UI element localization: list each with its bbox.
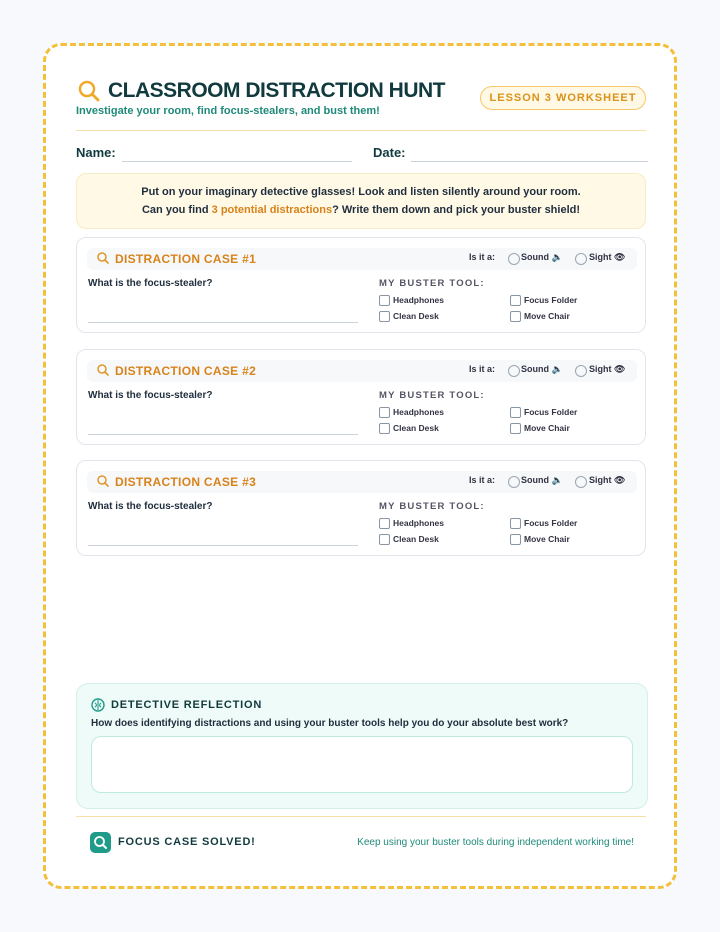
tool-label: Focus Folder [524, 295, 578, 305]
is-it-label: Is it a: [469, 252, 496, 262]
tool-title: MY BUSTER TOOL: [379, 501, 485, 512]
tool-title: MY BUSTER TOOL: [379, 278, 485, 289]
tool-checkbox-focus-folder[interactable] [510, 295, 521, 306]
question-label: What is the focus-stealer? [88, 390, 213, 401]
distraction-case-card [76, 460, 646, 556]
speaker-icon: 🔈 [551, 475, 563, 485]
magnifier-icon [97, 252, 109, 264]
tool-checkbox-headphones[interactable] [379, 407, 390, 418]
date-field[interactable] [411, 161, 648, 162]
instructions-line-1: Put on your imaginary detective glasses! Look and listen silently around your room. [141, 186, 581, 198]
search-icon [90, 832, 111, 853]
eye-icon: 👁 [614, 475, 626, 485]
tool-checkbox-clean-desk[interactable] [379, 534, 390, 545]
tool-checkbox-move-chair[interactable] [510, 423, 521, 434]
tool-checkbox-headphones[interactable] [379, 518, 390, 529]
magnifier-icon [78, 80, 100, 102]
answer-line[interactable] [88, 434, 358, 435]
tool-checkbox-focus-folder[interactable] [510, 407, 521, 418]
sight-radio[interactable] [575, 365, 587, 377]
distraction-case-card [76, 349, 646, 445]
sight-label: Sight 👁 [589, 252, 626, 262]
tool-label: Focus Folder [524, 518, 578, 528]
sound-radio[interactable] [508, 253, 520, 265]
lesson-badge: LESSON 3 WORKSHEET [480, 86, 646, 110]
tool-checkbox-move-chair[interactable] [510, 534, 521, 545]
is-it-label: Is it a: [469, 364, 496, 374]
speaker-icon: 🔈 [551, 364, 563, 374]
answer-line[interactable] [88, 322, 358, 323]
question-label: What is the focus-stealer? [88, 278, 213, 289]
question-label: What is the focus-stealer? [88, 501, 213, 512]
sound-label: Sound 🔈 [521, 364, 563, 374]
tool-label: Move Chair [524, 311, 570, 321]
magnifier-icon [97, 475, 109, 487]
tool-label: Clean Desk [393, 534, 439, 544]
tool-label: Headphones [393, 407, 445, 417]
case-title: DISTRACTION CASE #2 [115, 364, 257, 378]
footer-note: Keep using your buster tools during independent working time! [357, 837, 634, 848]
sight-radio[interactable] [575, 476, 587, 488]
sound-radio[interactable] [508, 365, 520, 377]
tool-label: Headphones [393, 295, 445, 305]
tool-checkbox-headphones[interactable] [379, 295, 390, 306]
tool-checkbox-focus-folder[interactable] [510, 518, 521, 529]
case-header [87, 471, 637, 493]
footer-title: FOCUS CASE SOLVED! [118, 836, 256, 848]
sight-label: Sight 👁 [589, 364, 626, 374]
distraction-case-card [76, 237, 646, 333]
sound-label: Sound 🔈 [521, 475, 563, 485]
sight-radio[interactable] [575, 253, 587, 265]
name-field[interactable] [122, 161, 352, 162]
tool-label: Move Chair [524, 534, 570, 544]
tool-label: Move Chair [524, 423, 570, 433]
eye-icon: 👁 [614, 364, 626, 374]
case-title: DISTRACTION CASE #3 [115, 475, 257, 489]
magnifier-icon [97, 364, 109, 376]
reflection-title: DETECTIVE REFLECTION [111, 699, 263, 711]
reflection-panel [76, 683, 648, 809]
brain-icon [91, 698, 105, 712]
date-label: Date: [373, 145, 406, 160]
sound-radio[interactable] [508, 476, 520, 488]
eye-icon: 👁 [614, 252, 626, 262]
tool-checkbox-clean-desk[interactable] [379, 311, 390, 322]
name-label: Name: [76, 145, 116, 160]
case-title: DISTRACTION CASE #1 [115, 252, 257, 266]
tool-checkbox-move-chair[interactable] [510, 311, 521, 322]
tool-label: Focus Folder [524, 407, 578, 417]
page-title: CLASSROOM DISTRACTION HUNT [108, 79, 445, 102]
instructions-line-2: Can you find 3 potential distractions? Write them down and pick your buster shield! [141, 204, 581, 216]
page-subtitle: Investigate your room, find focus-stealers, and bust them! [76, 105, 380, 117]
case-header [87, 248, 637, 270]
tool-checkbox-clean-desk[interactable] [379, 423, 390, 434]
sound-label: Sound 🔈 [521, 252, 563, 262]
header-divider [76, 130, 646, 131]
sight-label: Sight 👁 [589, 475, 626, 485]
reflection-question: How does identifying distractions and using your buster tools help you do your absolute best work? [91, 718, 569, 729]
speaker-icon: 🔈 [551, 252, 563, 262]
highlight-text: 3 potential distractions [211, 204, 333, 216]
is-it-label: Is it a: [469, 475, 496, 485]
tool-label: Clean Desk [393, 311, 439, 321]
footer-divider [76, 816, 646, 817]
tool-label: Clean Desk [393, 423, 439, 433]
answer-line[interactable] [88, 545, 358, 546]
tool-label: Headphones [393, 518, 445, 528]
case-header [87, 360, 637, 382]
instructions-box [76, 173, 646, 229]
reflection-answer-box[interactable] [91, 736, 633, 793]
tool-title: MY BUSTER TOOL: [379, 390, 485, 401]
worksheet [43, 43, 677, 889]
